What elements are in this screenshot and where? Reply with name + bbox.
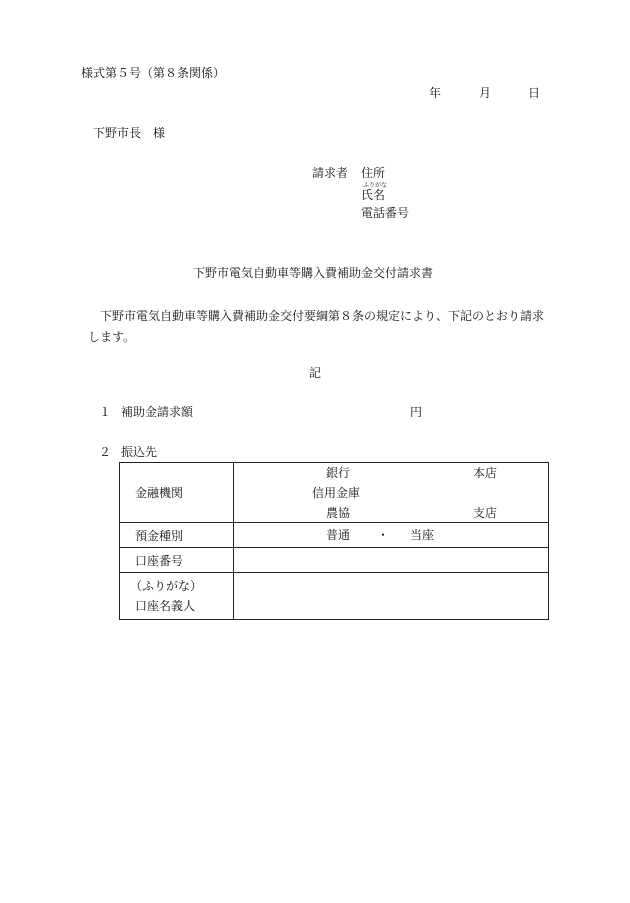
table-row-institution xyxy=(120,463,549,523)
body-line-2: します。 xyxy=(88,330,136,344)
body-line-1: 下野市電気自動車等購入費補助金交付要綱第８条の規定により、下記のとおり請求 xyxy=(88,309,545,323)
table-row-account-number xyxy=(120,548,549,573)
body-paragraph xyxy=(88,306,553,348)
item1-number: １ xyxy=(99,405,112,419)
date-year: 年 xyxy=(429,86,442,100)
requester-name-label: 氏名 xyxy=(361,188,386,202)
deposit-type-value-cell[interactable] xyxy=(234,523,549,548)
account-number-value-cell[interactable] xyxy=(234,548,549,573)
account-holder-label: 口座名義人 xyxy=(135,599,196,613)
addressee: 下野市長 様 xyxy=(93,126,166,140)
deposit-type-label: 預金種別 xyxy=(120,523,234,548)
institution-value-cell[interactable] xyxy=(234,463,549,523)
requester-label: 請求者 xyxy=(312,166,349,180)
shinkin-option: 信用金庫 xyxy=(312,486,361,500)
branch-option: 支店 xyxy=(473,506,498,520)
requester-name-ruby: ふりがな xyxy=(363,182,388,189)
date-day: 日 xyxy=(528,86,541,100)
item2-number: ２ xyxy=(99,445,112,459)
furigana-label: （ふりがな） xyxy=(130,579,203,593)
institution-label: 金融機関 xyxy=(120,463,234,523)
account-number-label: 口座番号 xyxy=(120,548,234,573)
table-row-holder xyxy=(120,573,549,620)
requester-phone-label: 電話番号 xyxy=(361,206,410,220)
ki-heading: 記 xyxy=(309,366,322,380)
date-month: 月 xyxy=(479,86,492,100)
deposit-ordinary-option: 普通 xyxy=(326,528,351,542)
deposit-separator: ・ xyxy=(377,528,390,542)
document-title: 下野市電気自動車等購入費補助金交付請求書 xyxy=(193,266,434,280)
holder-label-cell xyxy=(120,573,234,620)
head-office-option: 本店 xyxy=(473,466,498,480)
bank-option: 銀行 xyxy=(326,466,351,480)
table-row-deposit xyxy=(120,523,549,548)
item1-label: 補助金請求額 xyxy=(121,405,194,419)
item2-label: 振込先 xyxy=(121,445,158,459)
requester-address-label: 住所 xyxy=(361,166,386,180)
nokyo-option: 農協 xyxy=(326,506,351,520)
item1-unit: 円 xyxy=(410,405,423,419)
deposit-current-option: 当座 xyxy=(410,528,435,542)
bank-transfer-table xyxy=(119,462,549,620)
account-holder-value-cell[interactable] xyxy=(234,573,549,620)
form-number: 様式第５号（第８条関係） xyxy=(81,66,226,80)
